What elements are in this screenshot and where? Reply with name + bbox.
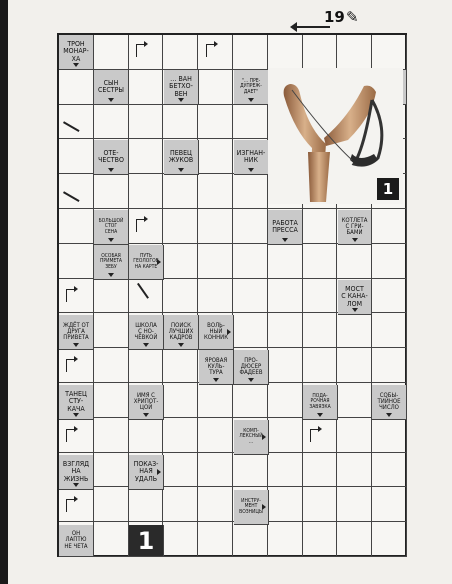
arrow-hook: [59, 420, 94, 455]
answer-cell[interactable]: [94, 105, 129, 140]
answer-cell[interactable]: [163, 244, 198, 279]
answer-cell[interactable]: [268, 313, 303, 348]
answer-cell[interactable]: [198, 453, 233, 488]
clue-podar: ПОДА- РОЧНАЯ ЗАВЯЗКА: [303, 385, 338, 420]
clue-instr: ИНСТРУ- МЕНТ ВОЗНИЦЫ: [234, 490, 269, 525]
arrow-hook: [59, 280, 94, 315]
answer-cell[interactable]: [233, 453, 268, 488]
clue-shkola: ШКОЛА С НО- ЧЁВКОЙ: [129, 315, 164, 350]
answer-cell[interactable]: [94, 313, 129, 348]
clue-zhukov: ПЕВЕЦ ЖУКОВ: [164, 140, 199, 175]
clue-vzglyad: ВЗГЛЯД НА ЖИЗНЬ: [59, 455, 94, 490]
clue-pokaz: ПОКАЗ- НАЯ УДАЛЬ: [129, 455, 164, 490]
answer-cell[interactable]: [372, 453, 407, 488]
clue-beth: … ВАН БЕТХО- ВЕН: [164, 70, 199, 105]
answer-cell[interactable]: [94, 522, 129, 557]
answer-cell[interactable]: [163, 383, 198, 418]
answer-cell[interactable]: [163, 348, 198, 383]
answer-cell[interactable]: [94, 174, 129, 209]
answer-cell[interactable]: [233, 522, 268, 557]
answer-cell[interactable]: [163, 487, 198, 522]
arrow-hook: [59, 105, 94, 140]
clue-izgn: ИЗГНАН- НИК: [234, 140, 269, 175]
answer-cell[interactable]: [129, 70, 164, 105]
clue-laptyu: ОН ЛАПТЮ НЕ ЧЕТА: [59, 525, 94, 557]
picture-number-badge: 1: [377, 178, 399, 200]
arrow-hook: [129, 35, 164, 70]
picture-answer-box: 1: [129, 525, 164, 557]
answer-cell[interactable]: [198, 105, 233, 140]
answer-cell[interactable]: [163, 105, 198, 140]
arrow-hook: [129, 210, 164, 245]
answer-cell[interactable]: [337, 244, 372, 279]
crossword-grid: [57, 33, 407, 557]
page-edge: [0, 0, 8, 584]
answer-cell[interactable]: [303, 35, 338, 70]
answer-cell[interactable]: [94, 383, 129, 418]
answer-cell[interactable]: [163, 279, 198, 314]
arrow-hook: [303, 420, 338, 455]
answer-cell[interactable]: [163, 35, 198, 70]
answer-cell[interactable]: [233, 209, 268, 244]
clue-zhdet: ЖДЁТ ОТ ДРУГА ПРИВЕТА: [59, 315, 94, 350]
answer-cell[interactable]: [268, 522, 303, 557]
answer-cell[interactable]: [59, 70, 94, 105]
clue-volny: ВОЛЬ- НЫЙ КОННИК: [199, 315, 234, 350]
answer-cell[interactable]: [198, 522, 233, 557]
page-header: [290, 6, 410, 30]
clue-tron: ТРОН МОНАР- ХА: [59, 35, 94, 70]
answer-cell[interactable]: [372, 313, 407, 348]
answer-cell[interactable]: [198, 174, 233, 209]
answer-cell[interactable]: [303, 453, 338, 488]
answer-cell[interactable]: [59, 244, 94, 279]
clue-otech: ОТЕ- ЧЕСТВО: [94, 140, 129, 175]
answer-cell[interactable]: [303, 348, 338, 383]
answer-cell[interactable]: [129, 139, 164, 174]
answer-cell[interactable]: [94, 279, 129, 314]
slingshot-photo: [268, 68, 403, 204]
clue-yarov: ЯРОВАЯ КУЛЬ- ТУРА: [199, 350, 234, 385]
answer-cell[interactable]: [94, 418, 129, 453]
answer-cell[interactable]: [198, 383, 233, 418]
answer-cell[interactable]: [198, 70, 233, 105]
answer-cell[interactable]: [303, 244, 338, 279]
answer-cell[interactable]: [198, 418, 233, 453]
answer-cell[interactable]: [303, 487, 338, 522]
answer-cell[interactable]: [268, 279, 303, 314]
answer-cell[interactable]: [268, 348, 303, 383]
answer-cell[interactable]: [94, 35, 129, 70]
answer-cell[interactable]: [94, 348, 129, 383]
clue-poisk: ПОИСК ЛУЧШИХ КАДРОВ: [164, 315, 199, 350]
clue-primeta: ОСОБАЯ ПРИМЕТА ЗЕБУ: [94, 245, 129, 280]
arrow-hook: [129, 280, 164, 315]
answer-cell[interactable]: [129, 348, 164, 383]
answer-cell[interactable]: [303, 313, 338, 348]
answer-cell[interactable]: [372, 35, 407, 70]
answer-cell[interactable]: [337, 453, 372, 488]
arrow-hook: [59, 350, 94, 385]
answer-cell[interactable]: [233, 313, 268, 348]
answer-cell[interactable]: [163, 453, 198, 488]
clue-predup: "… ПРЕ- ДУПРЕЖ- ДАЕТ": [234, 70, 269, 105]
answer-cell[interactable]: [337, 522, 372, 557]
answer-cell[interactable]: [163, 418, 198, 453]
pencil-icon: ✎: [346, 8, 359, 26]
answer-cell[interactable]: [268, 244, 303, 279]
answer-cell[interactable]: [372, 348, 407, 383]
answer-cell[interactable]: [198, 487, 233, 522]
answer-cell[interactable]: [372, 244, 407, 279]
answer-cell[interactable]: [59, 209, 94, 244]
answer-cell[interactable]: [163, 522, 198, 557]
answer-cell[interactable]: [198, 209, 233, 244]
answer-cell[interactable]: [233, 244, 268, 279]
clue-most: МОСТ С КАНА- ЛОМ: [338, 280, 372, 315]
answer-cell[interactable]: [372, 522, 407, 557]
answer-cell[interactable]: [129, 105, 164, 140]
answer-cell[interactable]: [94, 487, 129, 522]
clue-stog: БОЛЬШОЙ СТОГ СЕНА: [94, 210, 129, 245]
answer-cell[interactable]: [233, 35, 268, 70]
answer-cell[interactable]: [198, 244, 233, 279]
answer-cell[interactable]: [268, 383, 303, 418]
clue-kotleta: КОТЛЕТА С ГРИ- БАМИ: [338, 210, 372, 245]
answer-cell[interactable]: [337, 313, 372, 348]
answer-cell[interactable]: [233, 279, 268, 314]
answer-cell[interactable]: [198, 279, 233, 314]
answer-cell[interactable]: [372, 279, 407, 314]
answer-cell[interactable]: [372, 487, 407, 522]
answer-cell[interactable]: [94, 453, 129, 488]
answer-cell[interactable]: [268, 35, 303, 70]
answer-cell[interactable]: [268, 453, 303, 488]
arrow-hook: [59, 175, 94, 210]
answer-cell[interactable]: [129, 487, 164, 522]
answer-cell[interactable]: [372, 418, 407, 453]
clue-imya: ИМЯ С ХРИПОТ- ЦОЙ: [129, 385, 164, 420]
answer-cell[interactable]: [337, 35, 372, 70]
arrow-hook: [199, 35, 234, 70]
answer-cell[interactable]: [233, 174, 268, 209]
clue-produs: ПРО- ДЮСЕР ФАДЕЕВ: [234, 350, 269, 385]
clue-sobyt: СОБЫ- ТИЙНОЕ ЧИСЛО: [372, 385, 407, 420]
clue-tanets: ТАНЕЦ СТУ- КАЧА: [59, 385, 94, 420]
clue-kompl: КОМП- ЛЕКСНЫЙ …: [234, 420, 269, 455]
answer-cell[interactable]: [337, 383, 372, 418]
answer-cell[interactable]: [129, 174, 164, 209]
answer-cell[interactable]: [129, 418, 164, 453]
clue-syn: СЫН СЕСТРЫ: [94, 70, 129, 105]
answer-cell[interactable]: [337, 418, 372, 453]
answer-cell[interactable]: [59, 139, 94, 174]
answer-cell[interactable]: [372, 209, 407, 244]
clue-rabota: РАБОТА ПРЕССА: [268, 210, 303, 245]
answer-cell[interactable]: [337, 487, 372, 522]
left-arrow-icon: [296, 26, 330, 28]
answer-cell[interactable]: [303, 522, 338, 557]
answer-cell[interactable]: [303, 279, 338, 314]
clue-put: ПУТЬ ГЕОЛОГОВ НА КАРТЕ: [129, 245, 164, 280]
answer-cell[interactable]: [233, 105, 268, 140]
answer-cell[interactable]: [268, 487, 303, 522]
answer-cell[interactable]: [268, 418, 303, 453]
answer-cell[interactable]: [198, 139, 233, 174]
arrow-hook: [59, 490, 94, 525]
answer-cell[interactable]: [163, 174, 198, 209]
answer-cell[interactable]: [337, 348, 372, 383]
answer-cell[interactable]: [163, 209, 198, 244]
page-number: 19: [324, 8, 345, 26]
answer-cell[interactable]: [303, 209, 338, 244]
answer-cell[interactable]: [233, 383, 268, 418]
